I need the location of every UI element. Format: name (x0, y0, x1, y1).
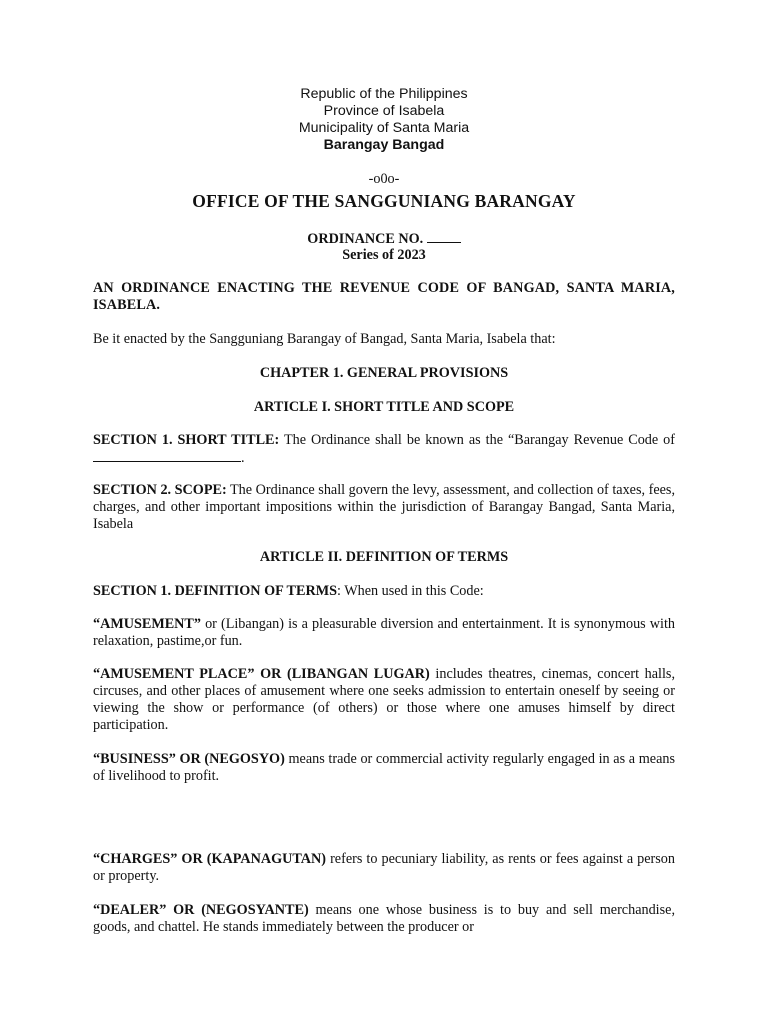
ordinance-number (0, 230, 768, 248)
definition-text: means one whose business is to buy and sell merchandise, goods, and chattel. He stands immediately between the producer or (93, 902, 675, 935)
definitions-heading: SECTION 1. DEFINITION OF TERMS (93, 583, 337, 599)
section-1-end: . (241, 450, 245, 466)
section-2-text: The Ordinance shall govern the levy, assessment, and collection of taxes, fees, charges, and other important impositions within the jurisdiction of Barangay Bangad, Santa Maria, Isabela (93, 482, 676, 532)
ordinance-series: Series of 2023 (342, 247, 426, 263)
code-name-blank (93, 449, 241, 462)
definition-item (93, 751, 675, 785)
section-1-text: The Ordinance shall be known as the “Barangay Revenue Code of (283, 432, 675, 448)
definitions-intro-text: : When used in this Code: (337, 583, 484, 599)
header-municipality: Municipality of Santa Maria (298, 120, 470, 136)
definition-text: or (Libangan) is a pleasurable diversion and entertainment. It is synonymous with relaxation, pastime,or fun. (93, 616, 675, 649)
definition-text: refers to pecuniary liability, as rents or fees against a person or property. (93, 851, 675, 884)
ordinance-title: AN ORDINANCE ENACTING THE REVENUE CODE OF BANGAD, SANTA MARIA, ISABELA. (93, 280, 675, 313)
definition-text: includes theatres, cinemas, concert halls, circuses, and other places of amusement where one seeks admission to entertain oneself by seeing or viewing the show or performance (of others) or those where one amuses himself by direct participation. (93, 666, 676, 733)
enacting-clause: Be it enacted by the Sangguniang Barangay of Bangad, Santa Maria, Isabela that: (93, 331, 556, 347)
section-short-title (93, 432, 675, 467)
ordinance-number-label: ORDINANCE NO. (307, 231, 424, 247)
header-province: Province of Isabela (323, 103, 445, 119)
definitions-intro (93, 583, 675, 600)
chapter-heading: CHAPTER 1. GENERAL PROVISIONS (259, 365, 509, 381)
header-republic: Republic of the Philippines (300, 86, 468, 102)
header-barangay: Barangay Bangad (323, 137, 445, 153)
ordinance-number-blank (427, 230, 461, 243)
office-title: OFFICE OF THE SANGGUNIANG BARANGAY (192, 191, 576, 211)
section-1-heading: SECTION 1. SHORT TITLE: (93, 432, 280, 448)
definition-item (93, 851, 675, 885)
definition-item (93, 666, 675, 734)
definition-term: “AMUSEMENT” (93, 616, 201, 632)
section-scope (93, 482, 675, 533)
definition-term: “DEALER” OR (NEGOSYANTE) (93, 902, 309, 918)
letterhead (0, 86, 768, 154)
definition-term: “BUSINESS” OR (NEGOSYO) (93, 751, 285, 767)
definition-term: “CHARGES” OR (KAPANAGUTAN) (93, 851, 327, 867)
definition-item (93, 902, 675, 936)
definition-text: means trade or commercial activity regularly engaged in as a means of livelihood to profit. (93, 751, 676, 784)
definition-item (93, 616, 675, 650)
article-1-heading: ARTICLE I. SHORT TITLE AND SCOPE (253, 399, 515, 415)
article-2-heading: ARTICLE II. DEFINITION OF TERMS (259, 549, 509, 565)
separator: -o0o- (368, 171, 400, 187)
definition-term: “AMUSEMENT PLACE” OR (LIBANGAN LUGAR) (93, 666, 430, 682)
section-2-heading: SECTION 2. SCOPE: (93, 482, 227, 498)
